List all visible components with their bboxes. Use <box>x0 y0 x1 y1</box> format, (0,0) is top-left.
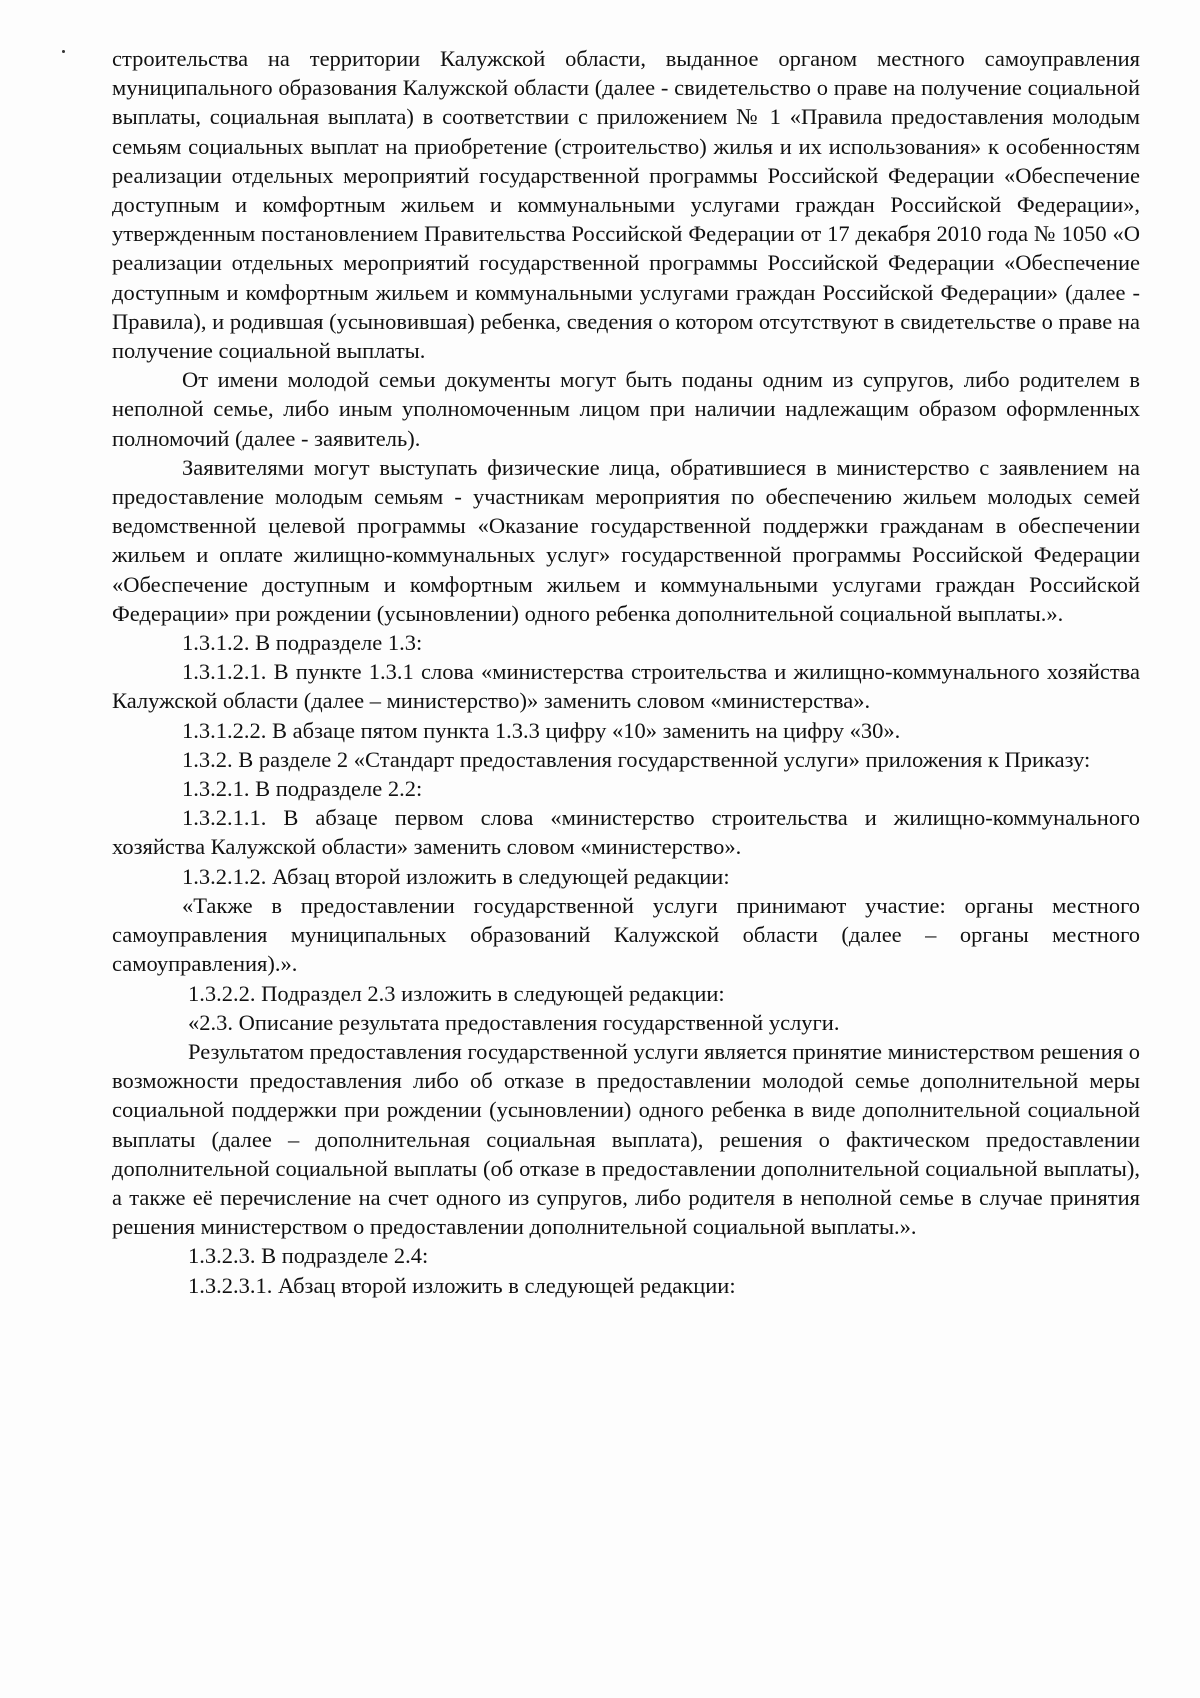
scan-speck <box>62 50 65 53</box>
paragraph-applicants: Заявителями могут выступать физические лица, обратившиеся в министерство с заявлением на предоставление молодым семьям - участникам мероприятия по обеспечению жильем молодых семей ведомственной целевой программы «Оказание государственной поддержки гражданам в обеспечении жильем и оплате жилищно-коммунальных услуг» государственной программы Российской Федерации «Обеспечение доступным и комфортным жильем и коммунальными услугами граждан Российской Федерации» при рождении (усыновлении) одного ребенка дополнительной социальной выплаты.». <box>112 454 1140 626</box>
paragraph-1-3-1-2-1: 1.3.1.2.1. В пункте 1.3.1 слова «министерства строительства и жилищно-коммунального хозяйства Калужской области (далее – министерство)» заменить словом «министерства». <box>112 659 1140 714</box>
paragraph-1-3-2-3-1: 1.3.2.3.1. Абзац второй изложить в следующей редакции: <box>188 1272 736 1298</box>
paragraph-1-3-2-1: 1.3.2.1. В подразделе 2.2: <box>182 776 423 802</box>
paragraph-1-3-1-2: 1.3.1.2. В подразделе 1.3: <box>182 630 423 656</box>
paragraph-result: Результатом предоставления государственной услуги является принятие министерством решения о возможности предоставления либо об отказе в предоставлении молодой семье дополнительной меры социальной поддержки при рождении (усыновлении) одного ребенка в виде дополнительной социальной выплаты (далее – дополнительная социальная выплата), решения о фактическом предоставлении дополнительной социальной выплаты (об отказе в предоставлении дополнительной социальной выплаты), а также её перечисление на счет одного из супругов, либо родителя в неполной семье в случае принятия решения министерством о предоставлении дополнительной социальной выплаты.». <box>112 1038 1140 1240</box>
paragraph-2-3-heading: «2.3. Описание результата предоставления государственной услуги. <box>188 1009 840 1035</box>
paragraph-1-3-2-1-1: 1.3.2.1.1. В абзаце первом слова «министерство строительства и жилищно-коммунального хозяйства Калужской области» заменить словом «министерство». <box>112 805 1140 860</box>
paragraph-quote-participation: «Также в предоставлении государственной услуги принимают участие: органы местного самоуправления муниципальных образований Калужской области (далее – органы местного самоуправления).». <box>112 892 1140 977</box>
paragraph-1-3-2-1-2: 1.3.2.1.2. Абзац второй изложить в следующей редакции: <box>182 863 730 889</box>
paragraph-1-3-1-2-2: 1.3.1.2.2. В абзаце пятом пункта 1.3.3 цифру «10» заменить на цифру «30». <box>182 717 901 743</box>
paragraph-continuation: строительства на территории Калужской области, выданное органом местного самоуправления муниципального образования Калужской области (далее - свидетельство о праве на получение социальной выплаты, социальная выплата) в соответствии с приложением № 1 «Правила предоставления молодым семьям социальных выплат на приобретение (строительство) жилья и их использования» к особенностям реализации отдельных мероприятий государственной программы Российской Федерации «Обеспечение доступным и комфортным жильем и коммунальными услугами граждан Российской Федерации», утвержденным постановлением Правительства Российской Федерации от 17 декабря 2010 года № 1050 «О реализации отдельных мероприятий государственной программы Российской Федерации «Обеспечение доступным и комфортным жильем и коммунальными услугами граждан Российской Федерации» (далее - Правила), и родившая (усыновившая) ребенка, сведения о котором отсутствуют в свидетельстве о праве на получение социальной выплаты. <box>112 46 1140 364</box>
paragraph-1-3-2-3: 1.3.2.3. В подразделе 2.4: <box>188 1243 429 1269</box>
paragraph-applicant: От имени молодой семьи документы могут быть поданы одним из супругов, либо родителем в неполной семье, либо иным уполномоченным лицом при наличии надлежащим образом оформленных полномочий (далее - заявитель). <box>112 367 1140 451</box>
paragraph-1-3-2: 1.3.2. В разделе 2 «Стандарт предоставления государственной услуги» приложения к Приказу: <box>182 746 1091 772</box>
paragraph-1-3-2-2: 1.3.2.2. Подраздел 2.3 изложить в следующей редакции: <box>188 980 725 1006</box>
document-body <box>112 44 1140 1300</box>
